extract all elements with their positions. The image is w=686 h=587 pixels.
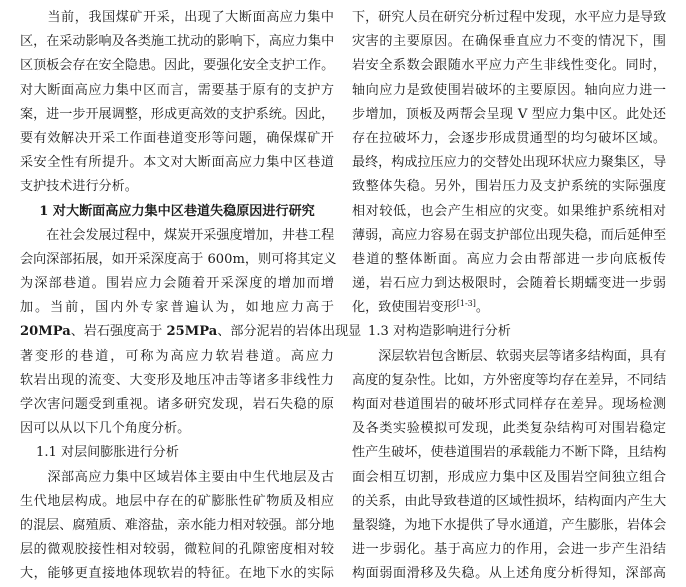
text-line: 薄弱，高应力容易在弱支护部位出现失稳，而后延伸至 [352,227,667,243]
subsection-heading-1-3: 1.3 对构造影响进行分析 [368,324,511,340]
text-line: 案，进一步开展调整，形成更高效的支护系统。因此， [20,106,335,122]
text-line: 步增加，顶板及两帮会呈现 V 型应力集中区。此处还 [352,106,666,122]
text-fragment: 。 [475,300,489,316]
text-line: 生代地层构成。地层中存在的矿膨胀性矿物质及相应 [20,493,334,509]
text-fragment: 化，致使围岩变形 [352,300,457,316]
text-line: 的混层、腐殖质、难溶盐，亲水能力相对较强。部分地 [20,517,335,533]
text-line: 区，在采动影响及各类施工扰动的影响下，高应力集中 [20,34,335,50]
text-line: 存在拉破坏力，会逐步形成贯通型的均匀破坏区域。 [352,130,666,146]
text-line: 层的微观胶接性相对较弱，微粒间的孔隙密度相对较 [20,542,334,558]
text-line: 构面弱面滑移及失稳。从上述角度分析得知，深部高 [352,566,666,582]
text-line: 对大断面高应力集中区而言，需要基于原有的支护方 [20,82,334,98]
text-line: 软岩出现的流变、大变形及地压冲击等诸多非线性力 [20,372,334,388]
citation-ref: [1-3] [456,299,476,309]
text-line: 最终，构成拉压应力的交替处出现环状应力聚集区，导 [352,155,667,171]
section-heading-1: 1 对大断面高应力集中区巷道失稳原因进行研究 [39,203,315,219]
text-line: 加。当前，国内外专家普遍认为，如地应力高于 [20,300,334,316]
subsection-heading-1-1: 1.1 对层间膨胀进行分析 [36,445,179,461]
text-line: 为深部巷道。围岩应力会随着开采深度的增加而增 [20,276,334,292]
text-line: 岩安全系数会跟随水平应力产生非线性变化。同时， [352,58,666,74]
text-line: 当前，我国煤矿开采，出现了大断面高应力集中 [20,10,334,25]
text-line: 致整体失稳。另外，围岩压力及支护系统的实际强度 [352,179,666,195]
text-fragment: 、岩石强度高于 [70,324,167,340]
text-line: 学次害问题受到重视。诸多研究发现，岩石失稳的原 [20,397,334,412]
text-line: 构面对巷道围岩的破坏形式同样存在差异。现场检测 [352,397,666,412]
text-line: 大，能够更直接地体现软岩的特征。在地下水的实际 [20,566,334,582]
bold-value: 25MPa [166,324,218,340]
text-line: 进一步弱化。基于高应力的作用，会进一步产生沿结 [352,542,666,558]
text-line: 性产生破坏，使巷道围岩的承载能力不断下降，且结构 [352,445,667,461]
text-line: 递，岩石应力到达极限时，会随着长期蠕变进一步弱 [352,276,666,292]
text-line: 的关系，由此导致巷道的区域性损坏，结构面内产生大 [352,493,667,509]
text-line: 轴向应力是致使围岩破坏的主要原因。轴向应力进一 [352,82,666,98]
text-line: 下，研究人员在研究分析过程中发现，水平应力是导致 [352,10,667,25]
text-line-mixed [20,320,362,344]
text-line: 量裂缝，为地下水提供了导水通道，产生膨胀，岩体会 [352,517,667,533]
text-line: 区顶板会存在安全隐患。因此，要强化安全支护工作。 [20,58,335,74]
text-line: 及各类实验模拟可发现，此类复杂结构可对围岩稳定 [352,421,666,437]
text-line: 支护技术进行分析。 [20,179,138,195]
text-line: 因可以从以下几个角度分析。 [20,421,191,437]
text-line: 要有效解决开采工作面巷道变形等问题，确保煤矿开 [20,130,334,146]
text-line: 相对较低，也会产生相应的灾变。如果维护系统相对 [352,203,666,219]
right-column [352,6,666,587]
text-line: 著变形的巷道，可称为高应力软岩巷道。高应力 [20,348,334,364]
text-line: 深部高应力集中区域岩体主要由中生代地层及古 [20,469,334,485]
text-line-with-citation [352,296,666,320]
text-line: 灾害的主要原因。在确保垂直应力不变的情况下，围 [352,34,666,50]
text-line: 在社会发展过程中，煤炭开采强度增加，井巷工程 [20,227,335,243]
text-line: 会向深部拓展，如开采深度高于 600m，则可将其定义 [20,251,337,267]
text-line: 巷道的整体断面。高应力会由帮部进一步向底板传 [352,251,666,267]
left-column [20,6,362,587]
text-line: 面会相互切割，形成应力集中区及围岩空间独立组合 [352,469,666,485]
text-line: 高度的复杂性。比如，方外密度等均存在差异，不同结 [352,372,667,388]
text-line: 深层软岩包含断层、软弱夹层等诸多结构面，具有 [352,348,667,364]
text-line: 采安全性有所提升。本文对大断面高应力集中区巷道 [20,155,334,171]
bold-value: 20MPa [20,324,71,340]
text-fragment: 、部分泥岩的岩体出现显 [217,324,362,340]
